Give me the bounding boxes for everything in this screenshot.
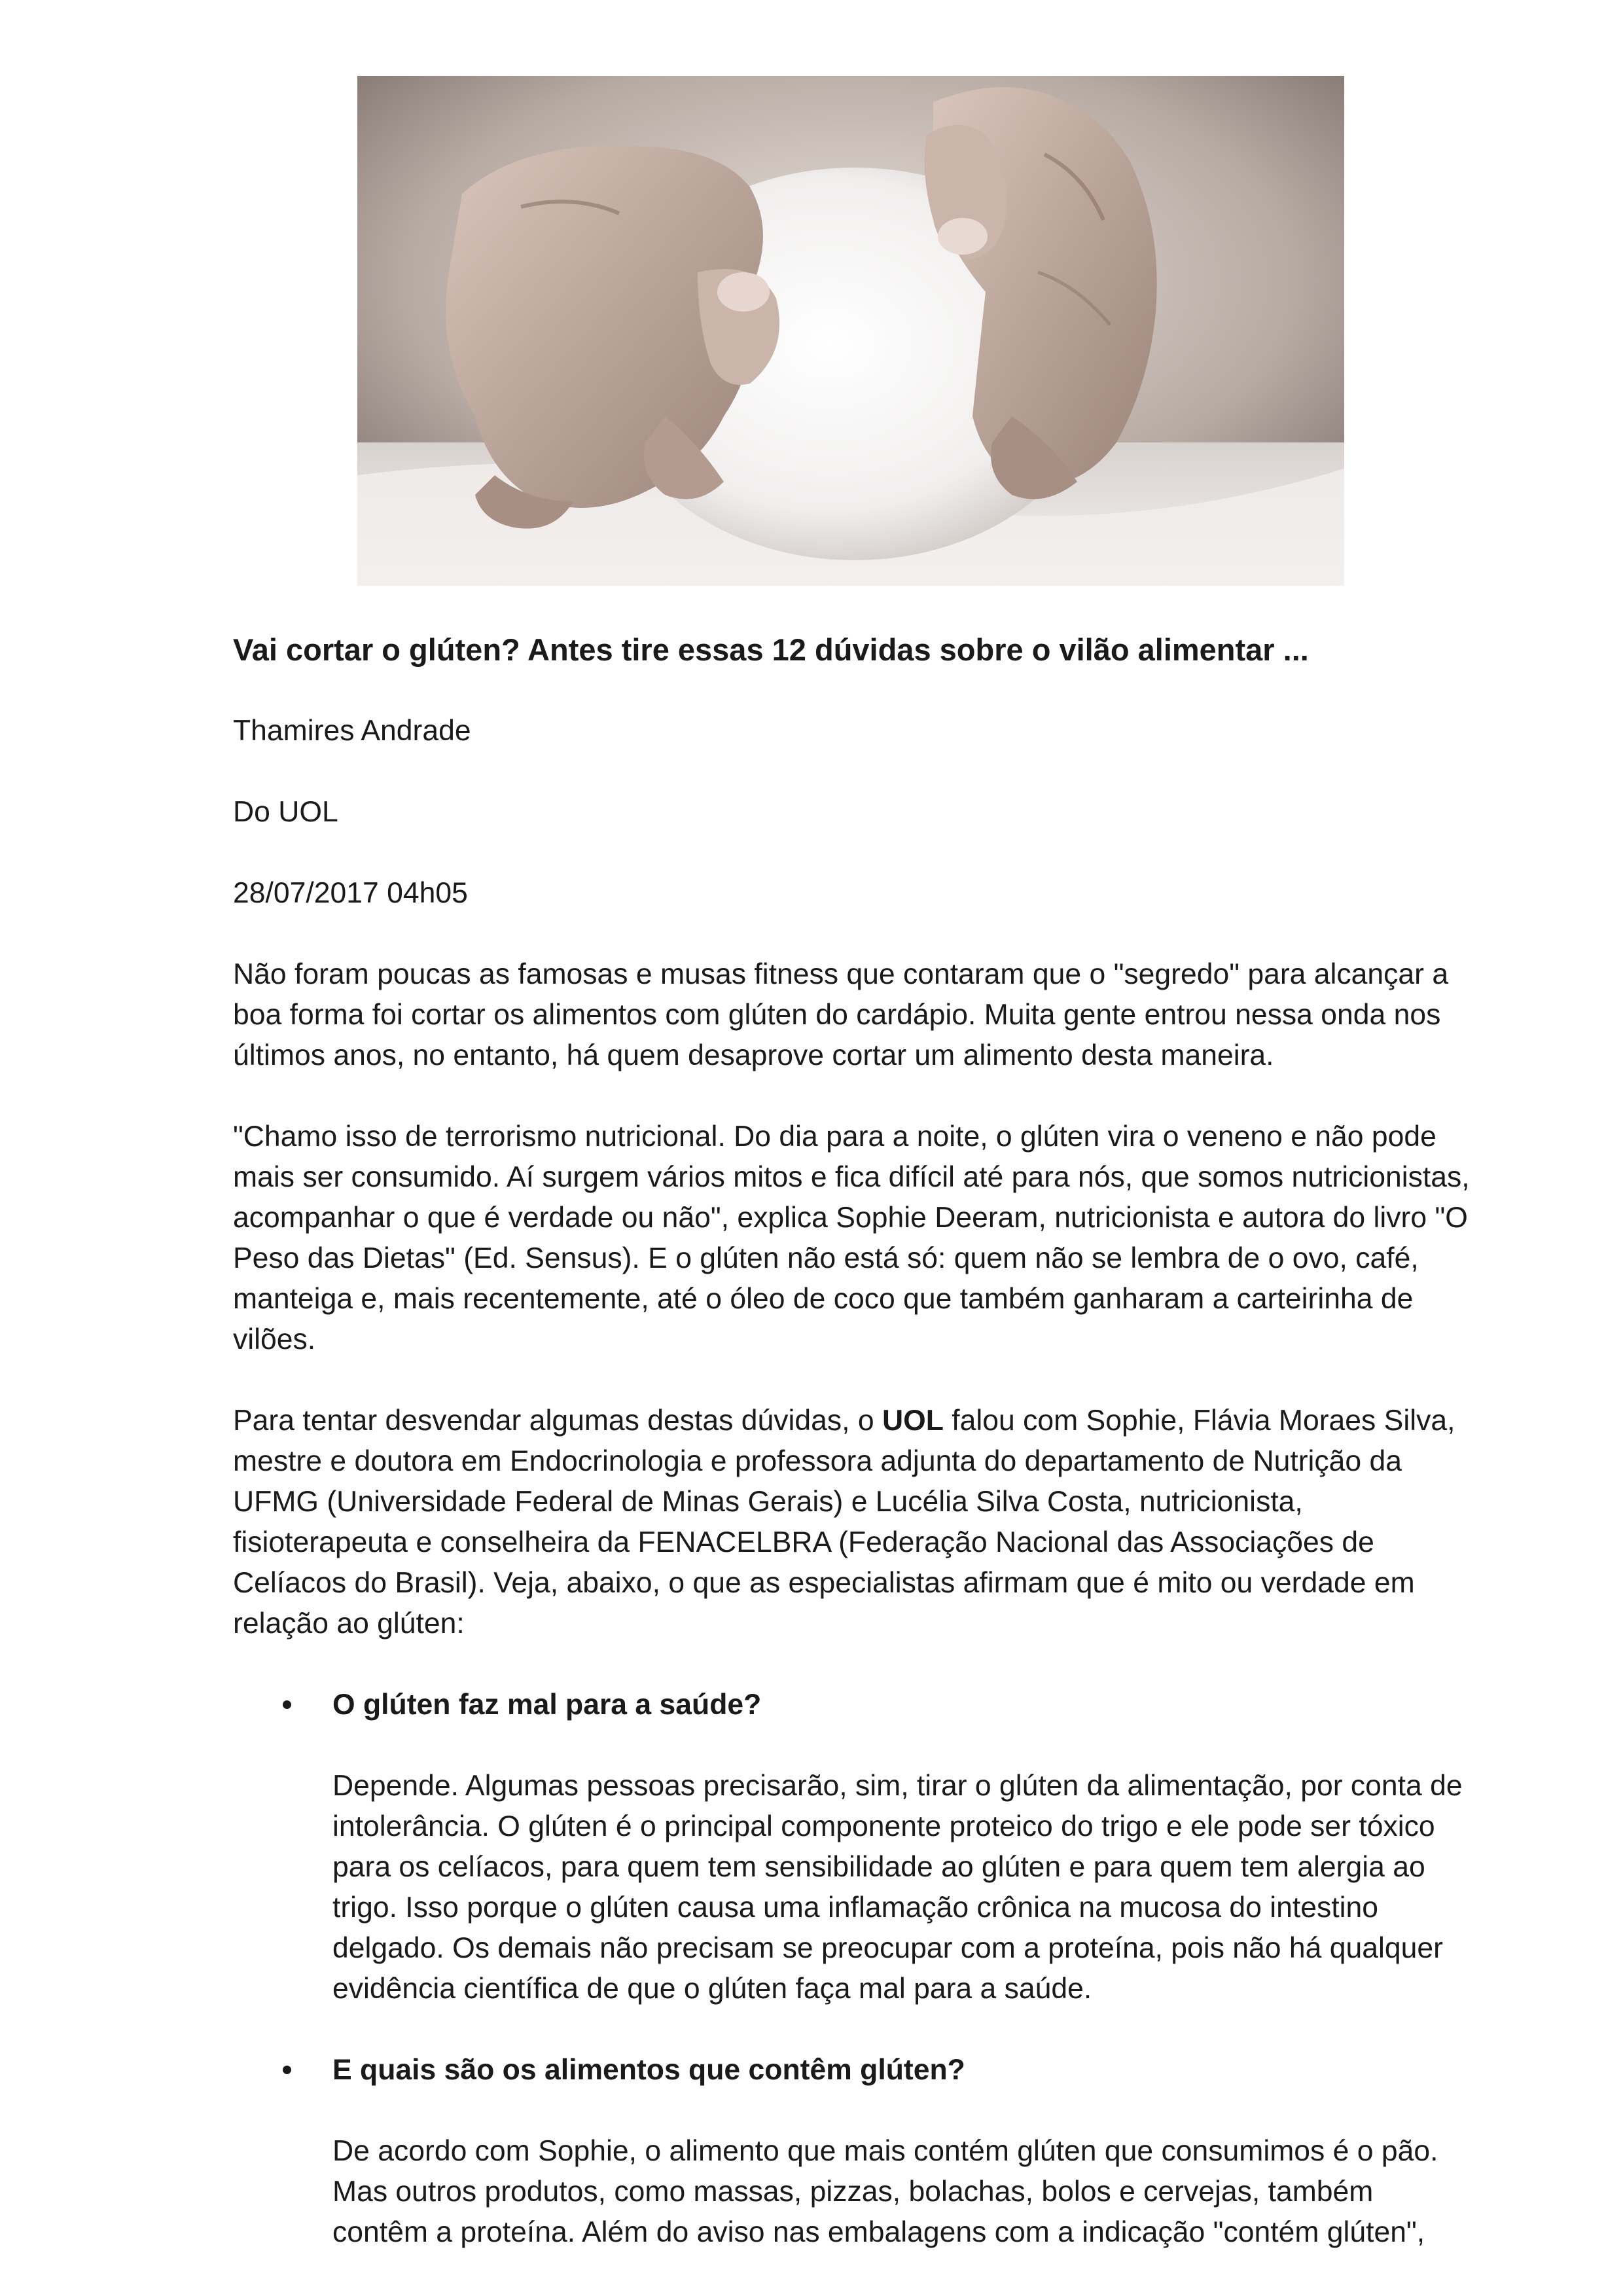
bullet-icon	[283, 1700, 291, 1709]
faq-question: E quais são os alimentos que contêm glúten?	[332, 2054, 965, 2086]
faq-item	[332, 1685, 1476, 2009]
article-source: Do UOL	[233, 796, 338, 828]
intro-text-before: Para tentar desvendar algumas destas dúvidas, o	[233, 1405, 882, 1437]
article-author: Thamires Andrade	[233, 715, 471, 747]
article	[233, 615, 1476, 2293]
faq-answer: De acordo com Sophie, o alimento que mais contém glúten que consumimos é o pão. Mas outros produtos, como massas, pizzas, bolachas, bolos e cervejas, também contêm a proteína. Além do aviso nas embalagens com a indicação "contém glúten",	[332, 2135, 1438, 2248]
paragraph-2: "Chamo isso de terrorismo nutricional. Do dia para a noite, o glúten vira o veneno e não pode mais ser consumido. Aí surgem vários mitos e fica difícil até para nós, que somos nutricionistas, acompanhar o que é verdade ou não", explica Sophie Deeram, nutricionista e autora do livro "O Peso das Dietas" (Ed. Sensus). E o glúten não está só: quem não se lembra de o ovo, café, manteiga e, mais recentemente, até o óleo de coco que também ganharam a carteirinha de vilões.	[233, 1121, 1470, 1355]
faq-answer: Depende. Algumas pessoas precisarão, sim, tirar o glúten da alimentação, por conta de intolerância. O glúten é o principal componente proteico do trigo e ele pode ser tóxico para os celíacos, para quem tem sensibilidade ao glúten e para quem tem alergia ao trigo. Isso porque o glúten causa uma inflamação crônica na mucosa do intestino delgado. Os demais não precisam se preocupar com a proteína, pois não há qualquer evidência científica de que o glúten faça mal para a saúde.	[332, 1770, 1463, 2005]
intro-text-after: falou com Sophie, Flávia Moraes Silva, mestre e doutora em Endocrinologia e professora adjunta do departamento de Nutrição da UFMG (Universidade Federal de Minas Gerais) e Lucélia Silva Costa, nutricionista, fisioterapeuta e conselheira da FENACELBRA (Federação Nacional das Associações de Celíacos do Brasil). Veja, abaixo, o que as especialistas afirmam que é mito ou verdade em relação ao glúten:	[233, 1405, 1455, 1640]
hero-photo-hands-kneading-dough	[357, 76, 1344, 586]
faq-list	[233, 1685, 1476, 2253]
bullet-icon	[283, 2066, 291, 2074]
intro-bold-uol: UOL	[882, 1405, 944, 1437]
dough-illustration	[357, 76, 1344, 586]
article-date: 28/07/2017 04h05	[233, 877, 468, 909]
paragraph-1: Não foram poucas as famosas e musas fitness que contaram que o "segredo" para alcançar a boa forma foi cortar os alimentos com glúten do cardápio. Muita gente entrou nessa onda nos últimos anos, no entanto, há quem desaprove cortar um alimento desta maneira.	[233, 958, 1449, 1071]
article-title: Vai cortar o glúten? Antes tire essas 12 dúvidas sobre o vilão alimentar ...	[233, 632, 1309, 667]
faq-item	[332, 2050, 1476, 2253]
faq-question: O glúten faz mal para a saúde?	[332, 1689, 762, 1721]
intro-paragraph	[233, 1401, 1476, 1644]
